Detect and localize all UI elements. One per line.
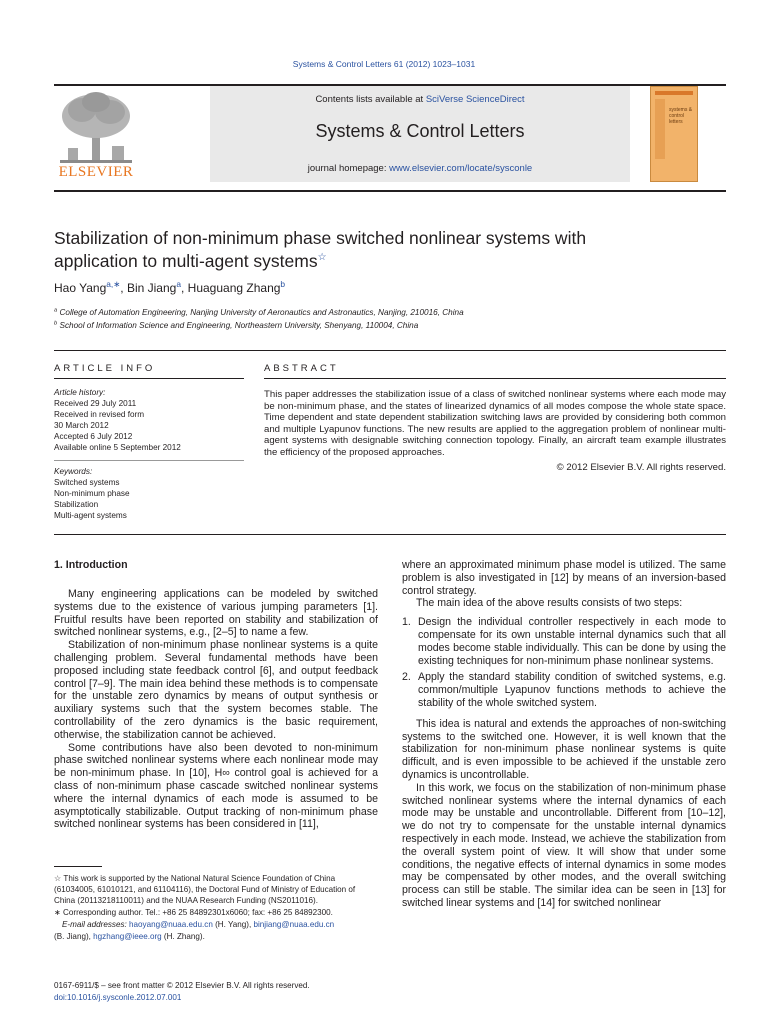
corresponding-text: Corresponding author. Tel.: +86 25 84892301x6060; fax: +86 25 84892300. — [63, 908, 333, 917]
list-text: Apply the standard stability condition of switched systems, e.g. common/multiple Lyapunov functions methods to achieve the stability of the whole switched system. — [418, 671, 726, 709]
doi-link[interactable]: doi:10.1016/j.sysconle.2012.07.001 — [54, 993, 182, 1002]
author-list — [54, 281, 285, 295]
title-footnote-mark[interactable]: ☆ — [317, 252, 327, 264]
email-owner: (B. Jiang), — [54, 932, 94, 941]
author-affil-mark[interactable]: b — [280, 279, 286, 289]
cover-title — [669, 107, 697, 125]
journal-title: Systems & Control Letters — [315, 121, 525, 141]
article-info-rule — [54, 378, 244, 379]
title-line-1: Stabilization of non-minimum phase switched nonlinear systems with — [54, 228, 587, 248]
cover-title-line1: systems & — [669, 107, 693, 113]
article-title — [54, 227, 694, 273]
keywords — [54, 466, 244, 521]
intro-paragraph: In this work, we focus on the stabilization of non-minimum phase switched nonlinear systems where the internal dynamics of each mode may be unstable and uncontrollable. Different from [10–12], we do not try to compensate for the unstable internal dynamics respectively in each mode. Instead, we achieve the stabilization from the overall system point of view. It will show that under some conditions, the negative effects of internal dynamics in some modes may be compensated by other modes, and the overall switching process can still be stable. The similar idea can be seen in [13] for switched linear systems and [14] for switched nonlinear — [402, 781, 726, 909]
title-line-2 — [54, 250, 694, 273]
abstract-rule — [264, 378, 726, 379]
homepage-prefix: journal homepage: — [307, 163, 387, 174]
author-separator: , — [181, 281, 188, 295]
publisher-name: ELSEVIER — [58, 164, 134, 180]
intro-paragraph: Many engineering applications can be modeled by switched systems due to the existence of various jumping parameters [1]. Fruitful results have been reported on stability and stabilization of switched nonlinear systems, e.g., [2–5] to name a few. — [54, 588, 378, 639]
steps-list — [402, 616, 726, 710]
cover-strip — [655, 99, 665, 159]
email-footnote-cont — [54, 931, 378, 942]
list-text: Design the individual controller respectively in each mode to compensate for its own unstable internal dynamics such that all modes become stable individually. This can be done by using the existing techniques for non-minimum phase nonlinear systems. — [418, 616, 726, 667]
author-affil-mark[interactable]: a,∗ — [106, 279, 121, 289]
list-number: 1. — [402, 616, 411, 629]
contents-prefix: Contents lists available at — [315, 94, 424, 105]
star-icon: ☆ — [54, 874, 62, 883]
affiliation-text: School of Information Science and Engineering, Northeastern University, Shenyang, 110004, China — [59, 321, 419, 330]
section-rule — [54, 350, 726, 351]
history-label: Article history: — [54, 388, 106, 397]
history-item: Accepted 6 July 2012 — [54, 432, 133, 441]
header-rule-bottom — [54, 190, 726, 192]
homepage-link[interactable]: www.elsevier.com/locate/sysconle — [389, 163, 533, 174]
funding-text: This work is supported by the National Natural Science Foundation of China (61034005, 61010121, and 61104116), the Doctoral Fund of Ministry of Education of China (20113218110011) and the NUAA Research Funding (NS2011016). — [54, 874, 356, 905]
author: Hao Yang — [54, 281, 107, 295]
footnote-rule — [54, 866, 102, 867]
keywords-label: Keywords: — [54, 467, 93, 476]
author-affil-mark[interactable]: a — [176, 279, 181, 289]
keywords-rule — [54, 460, 244, 461]
email-link[interactable]: binjiang@nuaa.edu.cn — [253, 920, 335, 929]
journal-citation[interactable]: Systems & Control Letters 61 (2012) 1023–1031 — [292, 59, 476, 69]
history-item: Received in revised form — [54, 410, 145, 419]
intro-paragraph: Some contributions have also been devoted to non-minimum phase switched nonlinear systems where each nonlinear mode may be non-minimum phase. In [10], H∞ control goal is achieved for a class of non-minimum phase cascade switched nonlinear systems where the internal dynamics of each mode is assumed to be asymptotically stabilizable. Output tracking of non-minimum phase switched nonlinear systems has been considered in [11], — [54, 741, 378, 831]
email-footnote — [54, 919, 378, 930]
contents-line — [210, 94, 630, 105]
abstract-text: This paper addresses the stabilization issue of a class of switched nonlinear systems where each mode may be non-minimum phase, and the states of linearized dynamics of all modes compose the whole state space. Time dependent and state dependent stabilization switching laws are provided by considering both common and multiple Lyapunov functions. The new results are applied to the aggregation problem of nonlinear multi-agent systems with designable switching connection topology. Finally, an aircraft team example illustrates the efficiency of the proposed approaches. — [264, 389, 726, 458]
left-column — [54, 588, 378, 831]
keyword: Stabilization — [54, 500, 99, 509]
history-item: Received 29 July 2011 — [54, 399, 137, 408]
list-item — [402, 671, 726, 709]
intro-heading: 1. Introduction — [54, 559, 128, 571]
homepage-line — [210, 163, 630, 174]
author-separator: , — [120, 281, 127, 295]
keyword: Non-minimum phase — [54, 489, 130, 498]
funding-footnote — [54, 873, 378, 906]
cover-title-line2: control letters — [669, 113, 685, 125]
email-owner: (H. Zhang). — [161, 932, 205, 941]
list-item — [402, 616, 726, 667]
keyword: Switched systems — [54, 478, 120, 487]
history-item: Available online 5 September 2012 — [54, 443, 181, 452]
keyword: Multi-agent systems — [54, 511, 127, 520]
article-history — [54, 387, 244, 453]
cover-band — [655, 91, 693, 95]
history-item: 30 March 2012 — [54, 421, 109, 430]
email-owner: (H. Yang), — [212, 920, 254, 929]
front-matter-info — [54, 980, 310, 1004]
author: Bin Jiang — [126, 281, 177, 295]
affiliation-mark: b — [54, 320, 58, 327]
right-column — [402, 559, 726, 910]
issn-line: 0167-6911/$ – see front matter © 2012 Elsevier B.V. All rights reserved. — [54, 981, 310, 990]
intro-paragraph: where an approximated minimum phase model is utilized. The same problem is also investigated in [12] by means of an inversion-based control strategy. — [402, 559, 726, 597]
intro-paragraph: This idea is natural and extends the approaches of non-switching systems to the switched one. However, it is well known that the stabilization for non-minimum phase nonlinear systems is quite difficult, and is even impossible to be achieved if the unstable zero dynamics is uncontrollable. — [402, 717, 726, 781]
intro-paragraph: Stabilization of non-minimum phase nonlinear systems is a quite challenging problem. Several fundamental methods have been proposed including state feedback control [6], and output feedback control [7–9]. The main idea behind these methods is to compensate for the unstable zero dynamics by means of output synthesis or auxiliary systems such that the system becomes stable. The controllability of the zero dynamics is the basic requirement, otherwise, the stabilization cannot be achieved. — [54, 639, 378, 741]
affiliation-text: College of Automation Engineering, Nanjing University of Aeronautics and Astronautics, Nanjing, 210016, China — [59, 308, 464, 317]
sciencedirect-link[interactable]: SciVerse ScienceDirect — [425, 94, 525, 105]
title-line-2-text: application to multi-agent systems — [54, 251, 318, 271]
email-link[interactable]: hgzhang@ieee.org — [93, 932, 162, 941]
affiliation-mark: a — [54, 307, 58, 314]
email-label: E-mail addresses: — [62, 920, 127, 929]
affiliation-a — [54, 308, 464, 317]
abstract-heading: ABSTRACT — [264, 363, 339, 374]
intro-paragraph: The main idea of the above results consists of two steps: — [416, 597, 683, 610]
author: Huaguang Zhang — [187, 281, 281, 295]
affiliation-b — [54, 321, 418, 330]
email-link[interactable]: haoyang@nuaa.edu.cn — [129, 920, 213, 929]
journal-cover-thumbnail — [650, 86, 698, 182]
corresponding-footnote — [54, 907, 378, 918]
abstract-copyright: © 2012 Elsevier B.V. All rights reserved. — [556, 462, 726, 473]
asterisk-icon: ∗ — [54, 908, 61, 917]
section-rule-bottom — [54, 534, 726, 535]
article-info-heading: ARTICLE INFO — [54, 363, 156, 374]
list-number: 2. — [402, 671, 411, 684]
